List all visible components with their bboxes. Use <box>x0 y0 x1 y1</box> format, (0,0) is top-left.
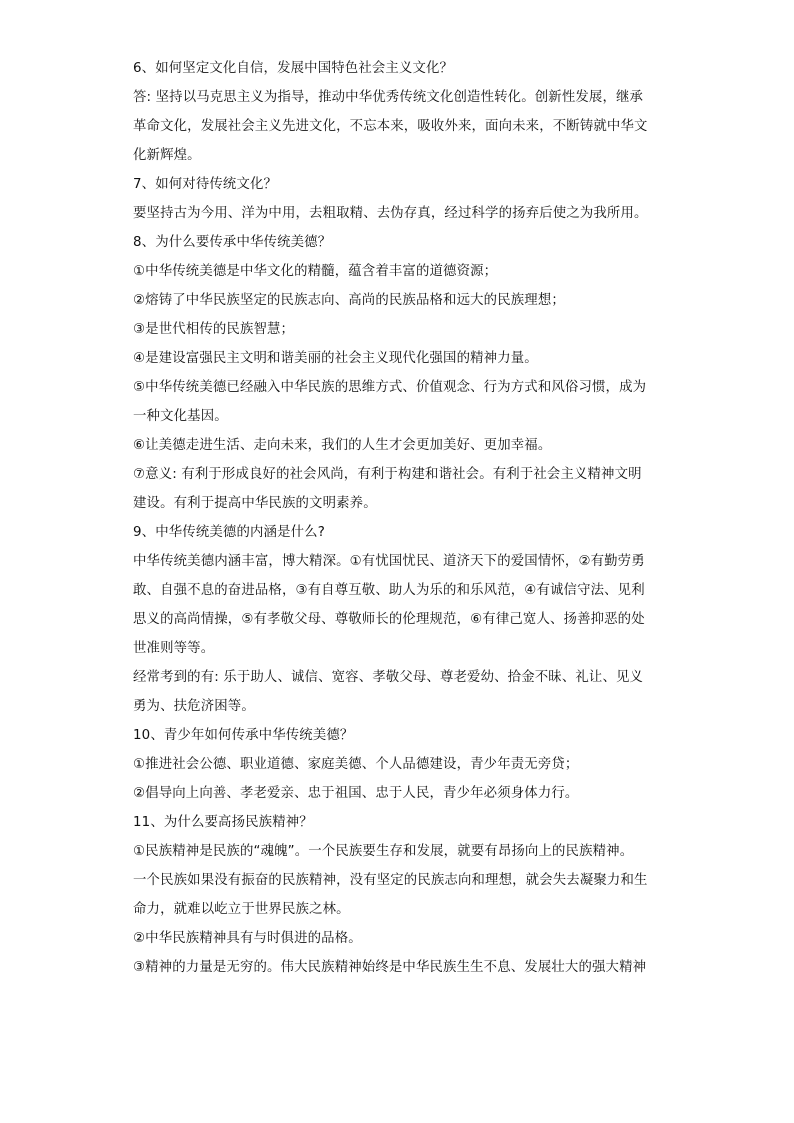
answer-6-line-1: 答: 坚持以马克思主义为指导，推动中华优秀传统文化创造性转化。创新性发展，继承 <box>133 90 644 105</box>
answer-10-item-1: ①推进社会公德、职业道德、家庭美德、个人品德建设，青少年责无旁贷； <box>133 757 579 772</box>
answer-9-line-3: 思义的高尚情操，⑤有孝敬父母、尊敬师长的伦理规范，⑥有律己宽人、扬善抑恶的处 <box>133 612 645 627</box>
answer-8-item-1: ①中华传统美德是中华文化的精髓，蕴含着丰富的道德资源； <box>133 264 498 279</box>
answer-8-item-3: ③是世代相传的民族智慧； <box>133 322 295 337</box>
answer-8-item-6: ⑥让美德走进生活、走向未来，我们的人生才会更加美好、更加幸福。 <box>133 438 552 453</box>
question-10-heading: 10、青少年如何传承中华传统美德？ <box>133 728 354 743</box>
document-page <box>133 60 663 988</box>
answer-9-line-4: 世准则等等。 <box>133 641 215 656</box>
answer-8-item-7-line-2: 建设。有利于提高中华民族的文明素养。 <box>133 496 377 511</box>
answer-9-note-line-2: 勇为、扶危济困等。 <box>133 699 255 714</box>
answer-11-item-1-line-3: 命力，就难以屹立于世界民族之林。 <box>133 902 350 917</box>
question-9-heading: 9、中华传统美德的内涵是什么? <box>133 525 325 540</box>
answer-6-line-2: 革命文化，发展社会主义先进文化，不忘本来，吸收外来，面向未来，不断铸就中华文 <box>133 119 648 134</box>
answer-9-line-1: 中华传统美德内涵丰富，博大精深。①有忧国忧民、道济天下的爱国情怀，②有勤劳勇 <box>133 554 645 569</box>
answer-9-note-line-1: 经常考到的有: 乐于助人、诚信、宽容、孝敬父母、尊老爱幼、拾金不昧、礼让、见义 <box>133 670 644 685</box>
answer-11-item-2: ②中华民族精神具有与时俱进的品格。 <box>133 931 362 946</box>
answer-11-item-3-line-1: ③精神的力量是无穷的。伟大民族精神始终是中华民族生生不息、发展壮大的强大精神 <box>133 960 647 975</box>
question-8-heading: 8、为什么要传承中华传统美德？ <box>133 235 332 250</box>
answer-11-item-1-line-2: 一个民族如果没有振奋的民族精神，没有坚定的民族志向和理想，就会失去凝聚力和生 <box>133 873 648 888</box>
question-11-heading: 11、为什么要高扬民族精神？ <box>133 815 313 830</box>
answer-10-item-2: ②倡导向上向善、孝老爱亲、忠于祖国、忠于人民，青少年必须身体力行。 <box>133 786 579 801</box>
answer-7-line-1: 要坚持古为今用、洋为中用，去粗取精、去伪存真，经过科学的扬弃后使之为我所用。 <box>133 206 648 221</box>
answer-8-item-2: ②熔铸了中华民族坚定的民族志向、高尚的民族品格和远大的民族理想； <box>133 293 565 308</box>
answer-8-item-5-line-2: 一种文化基因。 <box>133 409 228 424</box>
answer-8-item-5-line-1: ⑤中华传统美德已经融入中华民族的思维方式、价值观念、行为方式和风俗习惯，成为 <box>133 380 647 395</box>
answer-8-item-7-line-1: ⑦意义: 有利于形成良好的社会风尚，有利于构建和谐社会。有利于社会主义精神文明 <box>133 467 642 482</box>
answer-6-line-3: 化新辉煌。 <box>133 148 201 163</box>
question-6-heading: 6、如何坚定文化自信，发展中国特色社会主义文化？ <box>133 61 454 76</box>
question-7-heading: 7、如何对待传统文化？ <box>133 177 278 192</box>
answer-8-item-4: ④是建设富强民主文明和谐美丽的社会主义现代化强国的精神力量。 <box>133 351 538 366</box>
answer-9-line-2: 敢、自强不息的奋进品格，③有自尊互敬、助人为乐的和乐风范，④有诚信守法、见利 <box>133 583 645 598</box>
answer-11-item-1-line-1: ①民族精神是民族的“魂魄”。一个民族要生存和发展，就要有昂扬向上的民族精神。 <box>133 844 634 859</box>
